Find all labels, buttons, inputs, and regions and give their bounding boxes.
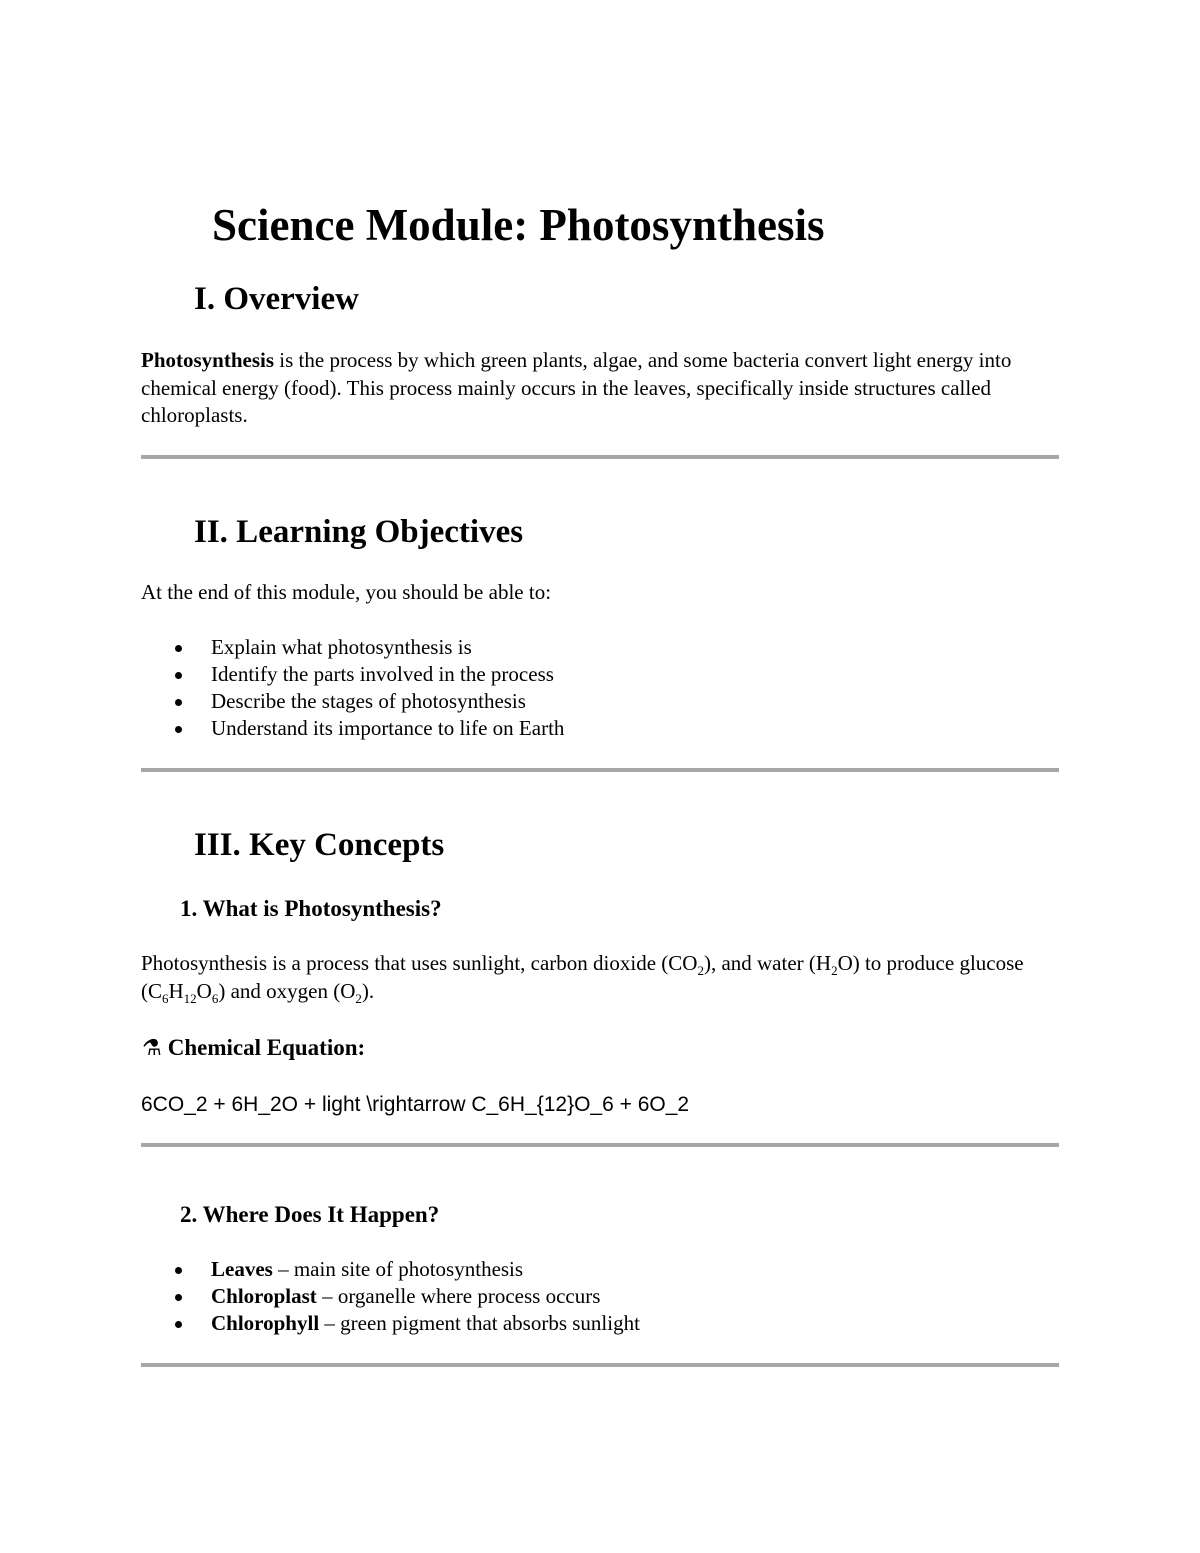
overview-text: is the process by which green plants, algae, and some bacteria convert light energy into chemical energy (food). This process mainly occurs in the leaves, specifically inside structures called chloroplasts. — [141, 348, 1012, 427]
section-divider — [141, 1363, 1059, 1367]
bullet-icon — [175, 672, 182, 679]
section-divider — [141, 1143, 1059, 1147]
list-item: Understand its importance to life on Earth — [141, 715, 564, 742]
what-is-heading: 1. What is Photosynthesis? — [180, 896, 442, 921]
list-item: Leaves – main site of photosynthesis — [141, 1256, 640, 1283]
objectives-intro: At the end of this module, you should be able to: — [141, 580, 552, 604]
what-is-paragraph: Photosynthesis is a process that uses sunlight, carbon dioxide $(CO_2)$, and water $(H_2O)$ to produce glucose $(C_6H_{12}O_6)$ and oxygen $(O_2)$. — [141, 951, 1024, 1006]
bullet-icon — [175, 1321, 182, 1328]
chemical-equation: 6CO_2 + 6H_2O + light \rightarrow C_6H_{12}O_6 + 6O_2 — [141, 1093, 690, 1116]
list-item: Chloroplast – organelle where process occurs — [141, 1283, 640, 1310]
section-divider — [141, 455, 1059, 459]
where-list — [141, 1256, 640, 1337]
list-item: Identify the parts involved in the process — [141, 661, 564, 688]
list-item: Explain what photosynthesis is — [141, 634, 564, 661]
objectives-heading: II. Learning Objectives — [194, 514, 524, 550]
bullet-icon — [175, 645, 182, 652]
bullet-icon — [175, 726, 182, 733]
flask-icon: ⚗ — [142, 1036, 162, 1061]
list-item: Chlorophyll – green pigment that absorbs sunlight — [141, 1310, 640, 1337]
objectives-list — [141, 634, 564, 742]
list-item: Describe the stages of photosynthesis — [141, 688, 564, 715]
overview-paragraph — [141, 347, 1061, 430]
concepts-heading: III. Key Concepts — [194, 827, 445, 863]
page-title: Science Module: Photosynthesis — [212, 200, 825, 250]
section-divider — [141, 768, 1059, 772]
equation-heading: ⚗ Chemical Equation: — [142, 1033, 365, 1064]
overview-heading: I. Overview — [194, 281, 359, 317]
where-heading: 2. Where Does It Happen? — [180, 1202, 440, 1227]
bullet-icon — [175, 1294, 182, 1301]
bullet-icon — [175, 699, 182, 706]
overview-term: Photosynthesis — [141, 348, 275, 372]
bullet-icon — [175, 1267, 182, 1274]
